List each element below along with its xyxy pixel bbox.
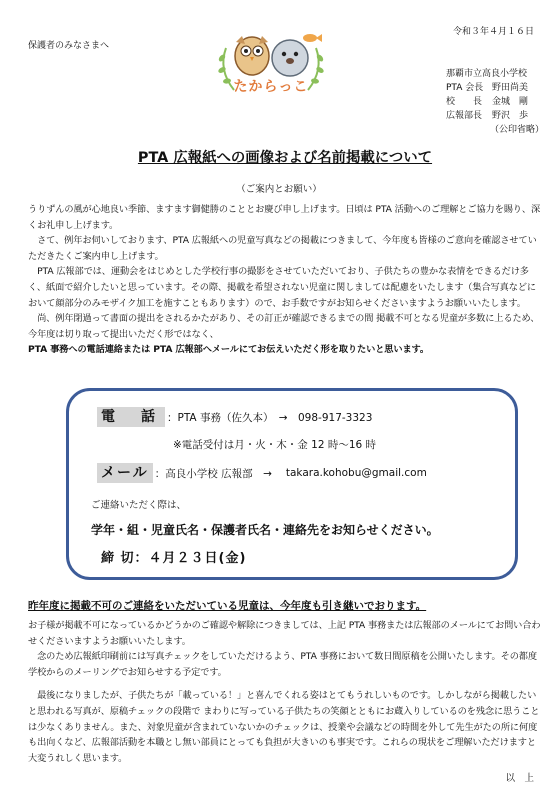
logo-text: たからっこ — [233, 79, 309, 95]
school-name: 那覇市立高良小学校 — [446, 69, 528, 79]
phone-value: ：PTA 事務（佐久本） → 098-917-3323 — [167, 411, 373, 424]
contact-box — [66, 388, 518, 580]
contact-note: ご連絡いただく際は、 — [91, 500, 187, 511]
sender-block — [446, 68, 546, 138]
paragraph: 尚、例年閉過って書面の提出をされるかたがあり、その訂正が確認できるまでの間 掲載不可となる児童が多数に上るため、今年度は切り取って提出いただく形ではなく、 — [28, 313, 540, 340]
paragraph: うりずんの風が心地良い季節、ますます御健勝のこととお慶び申し上げます。日頃は PTA 活動へのご理解とご協力を賜り、深くお礼申し上げます。 — [28, 204, 541, 231]
section2-text — [28, 618, 544, 766]
org-name: 野沢 歩 — [492, 111, 529, 121]
body-text — [28, 202, 544, 358]
org-role: 広報部長 — [446, 111, 483, 121]
paragraph: 最後になりましたが、子供たちが「載っている！」と喜んでくれる姿はとてもうれしいものです。しかしながら掲載したいと思われる写真が、原稿チェックの段階で まわりに写っている子供たちの笑顔とともにお蔵入りしているのを残念に思うことは少なくありません。また、対象児童が含まれていないかのチェックは、授業や会議などの時間を外して先生がたの所に何度も出向くなど、広報部活動を本職とし無い部員にとっても負担が大きいのも事実です。これらの現状をご理解いただけますと大変うれしく思います。 — [28, 690, 540, 764]
phone-hours: ※電話受付は月・火・木・金 12 時～16 時 — [173, 439, 377, 451]
takarakko-logo — [212, 18, 330, 104]
mail-row — [97, 463, 427, 483]
org-name: 野田尚美 — [492, 83, 529, 93]
paragraph: さて、例年お伺いしております、PTA 広報紙への児童写真などの掲載につきまして、今年度も皆様のご意向を確認させていただきたくご案内申し上げます。 — [28, 235, 537, 262]
required-info: 学年・組・児童氏名・保護者氏名・連絡先をお知らせください。 — [91, 523, 439, 537]
date: 令和３年４月１６日 — [452, 27, 534, 37]
mail-address[interactable]: takara.kohobu@gmail.com — [285, 467, 427, 479]
mail-value: ：高良小学校 広報部 → — [154, 467, 272, 480]
closing: 以 上 — [505, 773, 534, 784]
mail-label: メール — [97, 463, 153, 483]
paragraph: PTA 広報部では、運動会をはじめとした学校行事の撮影をさせていただいており、子供たちの豊かな表情をできるだけ多く、紙面で紹介したいと思っています。その際、掲載を希望されない児童に関しましては配慮をいたします（集合写真などにおいて顔部分のみモザイク加工を施すこともあります）ので、お手数ですがお知らせくださいますようお願いいたします。 — [28, 266, 536, 309]
phone-label: 電 話 — [97, 407, 165, 427]
org-name: 金城 剛 — [492, 97, 529, 107]
paragraph: 念のため広報紙印刷前には写真チェックをしていただけるよう、PTA 事務において数日間原稿を公開いたします。その都度学校からのメーリングでお知らせする予定です。 — [28, 651, 537, 678]
paragraph-emphasis: PTA 事務への電話連絡または PTA 広報部へメールにてお伝えいただく形を取りたいと思います。 — [28, 344, 429, 356]
page-title: PTA 広報紙への画像および名前掲載について — [137, 150, 433, 166]
phone-row — [97, 407, 372, 427]
section-heading: 昨年度に掲載不可のご連絡をいただいている児童は、今年度も引き継いでおります。 — [28, 600, 427, 612]
deadline: 締 切：４月２３日(金) — [101, 551, 247, 566]
seal-omitted: （公印省略） — [489, 125, 544, 135]
subtitle: （ご案内とお願い） — [236, 184, 322, 195]
addressee: 保護者のみなさまへ — [28, 41, 110, 51]
org-role: 校 長 — [446, 97, 483, 107]
org-role: PTA 会長 — [446, 83, 484, 93]
paragraph: お子様が掲載不可になっているかどうかのご確認や解除につきましては、上記 PTA 事務または広報部のメールにてお問い合わせくださいますようお願いいたします。 — [28, 620, 541, 647]
